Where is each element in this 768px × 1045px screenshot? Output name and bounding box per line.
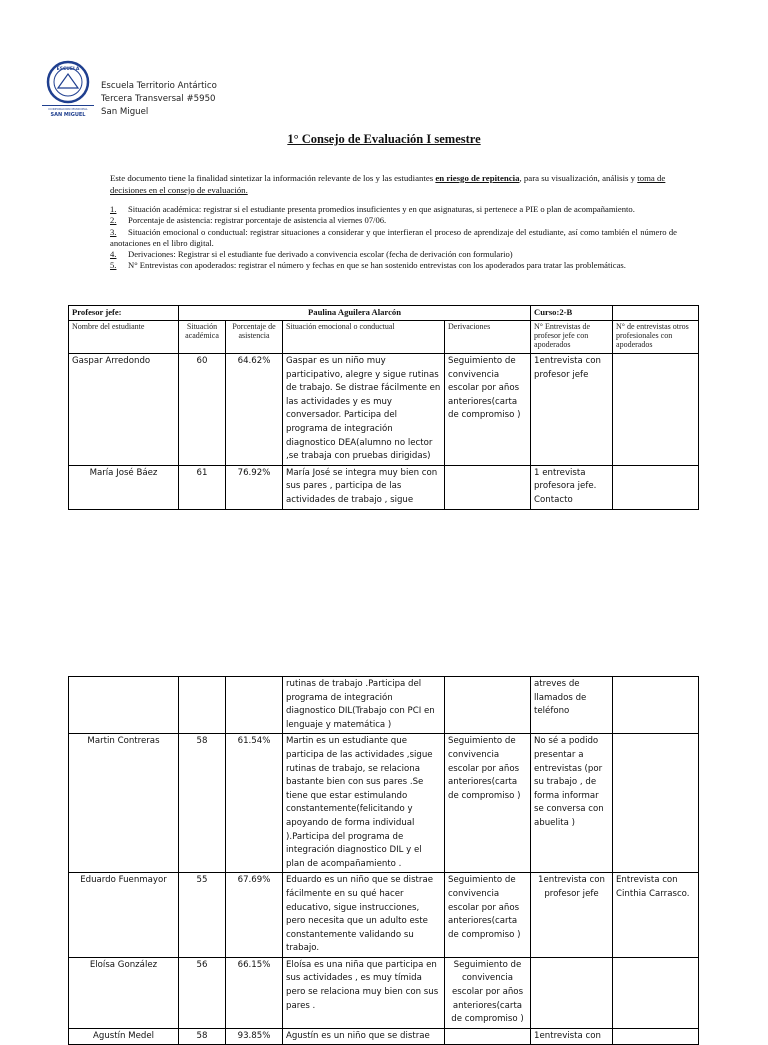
instruction-item [110,204,677,215]
pj-interviews-text [531,957,613,1028]
pj-interviews-text: 1entrevista con profesor jefe [531,873,613,958]
school-info [101,80,217,119]
header-pj-interviews: N° Entrevistas de profesor jefe con apoderados [531,321,613,354]
item-text: N° Entrevistas con apoderados: registrar el número y fechas en que se han sostenido entrevistas con los apoderados para tratar las problemáticas. [128,260,626,271]
other-interviews-text: Entrevista con Cinthia Carrasco. [613,873,699,958]
attendance-value: 76.92% [226,465,283,509]
student-name: Gaspar Arredondo [69,354,179,466]
svg-text:SAN MIGUEL: SAN MIGUEL [50,112,86,118]
table-header-row [69,321,699,354]
instruction-item [110,227,677,250]
derivations-text [445,677,531,734]
other-interviews-text [613,354,699,466]
academic-value: 58 [179,1028,226,1045]
document-title: 1° Consejo de Evaluación I semestre [287,132,481,146]
intro-text-1: Este documento tiene la finalidad sintetizar la información relevante de los y las estudiantes [110,173,436,183]
table-row [69,677,699,734]
derivations-text [445,465,531,509]
svg-text:CORPORACION MUNICIPAL: CORPORACION MUNICIPAL [48,107,88,111]
academic-value: 61 [179,465,226,509]
attendance-value: 66.15% [226,957,283,1028]
academic-value: 58 [179,734,226,873]
item-text: Situación académica: registrar si el estudiante presenta promedios insuficientes y en que asignaturas, si pertenece a PIE o plan de acompañamiento. [128,204,635,214]
item-text: Situación emocional o conductual: registrar situaciones a considerar y que interfieran el proceso de aprendizaje del estudiante, así como también el número de anotaciones en el libro digital. [110,226,677,248]
evaluation-table-page-1 [68,305,699,510]
table-title-row [69,306,699,321]
school-commune: San Miguel [101,107,149,117]
item-number: 2. [110,215,117,226]
derivations-text: Seguimiento de convivencia escolar por años anteriores(carta de compromiso ) [445,873,531,958]
table-row [69,465,699,509]
other-interviews-text [613,734,699,873]
pj-interviews-text: atreves de llamados de teléfono [531,677,613,734]
header-attendance: Porcentaje de asistencia [226,321,283,354]
attendance-value: 61.54% [226,734,283,873]
item-number: 3. [110,226,117,237]
pj-interviews-text: No sé a podido presentar a entrevistas (por su trabajo , de forma informar se conversa con abuelita ) [531,734,613,873]
derivations-text: Seguimiento de convivencia escolar por años anteriores(carta de compromiso ) [445,734,531,873]
header-derivations: Derivaciones [445,321,531,354]
student-name: Agustín Medel [69,1028,179,1045]
table-row [69,873,699,958]
other-interviews-text [613,677,699,734]
derivations-text: Seguimiento de convivencia escolar por años anteriores(carta de compromiso ) [445,354,531,466]
emotional-text: Eduardo es un niño que se distrae fácilmente en su qué hacer educativo, sigue instrucciones, pero necesita que un adulto este constantemente validando su trabajo. [283,873,445,958]
attendance-value: 93.85% [226,1028,283,1045]
emotional-text: Gaspar es un niño muy participativo, alegre y sigue rutinas de trabajo. Se distrae fácilmente en las actividades y es muy conversador. Participa del programa de integración diagnostico DEA(alumno no lector ,se trabaja con pruebas dirigidas) [283,354,445,466]
other-interviews-text [613,1028,699,1045]
table-row [69,1028,699,1045]
student-name: Martin Contreras [69,734,179,873]
other-interviews-text [613,465,699,509]
pj-interviews-text: 1 entrevista profesora jefe. Contacto [531,465,613,509]
academic-value: 56 [179,957,226,1028]
instruction-item [110,215,677,226]
school-name: Escuela Territorio Antártico [101,81,217,91]
academic-value [179,677,226,734]
svg-text:ESCUELA: ESCUELA [56,67,80,72]
evaluation-table-page-2 [68,676,699,1045]
header-student: Nombre del estudiante [69,321,179,354]
student-name: Eloísa González [69,957,179,1028]
other-interviews-text [613,957,699,1028]
attendance-value: 67.69% [226,873,283,958]
intro-paragraph [110,173,677,196]
item-text: Derivaciones: Registrar si el estudiante fue derivado a convivencia escolar (fecha de derivación con formulario) [128,249,513,260]
derivations-text: Seguimiento de convivencia escolar por años anteriores(carta de compromiso ) [445,957,531,1028]
emotional-text: Agustín es un niño que se distrae [283,1028,445,1045]
academic-value: 60 [179,354,226,466]
student-name: María José Báez [69,465,179,509]
instruction-item [110,249,677,260]
attendance-value: 64.62% [226,354,283,466]
student-name [69,677,179,734]
document-page-2 [0,676,768,1041]
item-number: 4. [110,249,117,260]
pj-interviews-text: 1entrevista con [531,1028,613,1045]
header-academic: Situación académica [179,321,226,354]
curso-label: Curso:2-B [531,306,613,321]
header-other-interviews: N° de entrevistas otros profesionales con apoderados [613,321,699,354]
empty-cell [613,306,699,321]
emotional-text: rutinas de trabajo .Participa del programa de integración diagnostico DIL(Trabajo con PCI en lenguaje y matemática ) [283,677,445,734]
emotional-text: Eloísa es una niña que participa en sus actividades , es muy tímida pero se relaciona muy bien con sus pares . [283,957,445,1028]
table-row [69,734,699,873]
item-number: 1. [110,204,117,214]
attendance-value [226,677,283,734]
emotional-text: María José se integra muy bien con sus pares , participa de las actividades de trabajo , sigue [283,465,445,509]
school-address: Tercera Transversal #5950 [101,94,216,104]
academic-value: 55 [179,873,226,958]
pj-interviews-text: 1entrevista con profesor jefe [531,354,613,466]
instruction-item [110,260,677,271]
item-number: 5. [110,260,117,271]
item-text: Porcentaje de asistencia: registrar porcentaje de asistencia al viernes 07/06. [128,215,387,226]
emotional-text: Martin es un estudiante que participa de las actividades ,sigue rutinas de trabajo, se relaciona bastante bien con sus pares .Se tiene que estar estimulando constantemente(felicitando y apoyando de forma individual ).Participa del programa de integración diagnostico DIL y el plan de acompañamiento . [283,734,445,873]
table-row [69,354,699,466]
table-row [69,957,699,1028]
intro-text-2: , para su visualización, análisis y [519,173,638,183]
profesor-name: Paulina Aguilera Alarcón [179,306,531,321]
intro-highlight: en riesgo de repitencia [435,173,520,183]
derivations-text [445,1028,531,1045]
profesor-label: Profesor jefe: [69,306,179,321]
instruction-list [110,204,677,272]
school-logo [38,58,98,118]
intro-underlined: toma de decisiones en el consejo de evaluación. [110,173,666,195]
student-name: Eduardo Fuenmayor [69,873,179,958]
header-emotional: Situación emocional o conductual [283,321,445,354]
